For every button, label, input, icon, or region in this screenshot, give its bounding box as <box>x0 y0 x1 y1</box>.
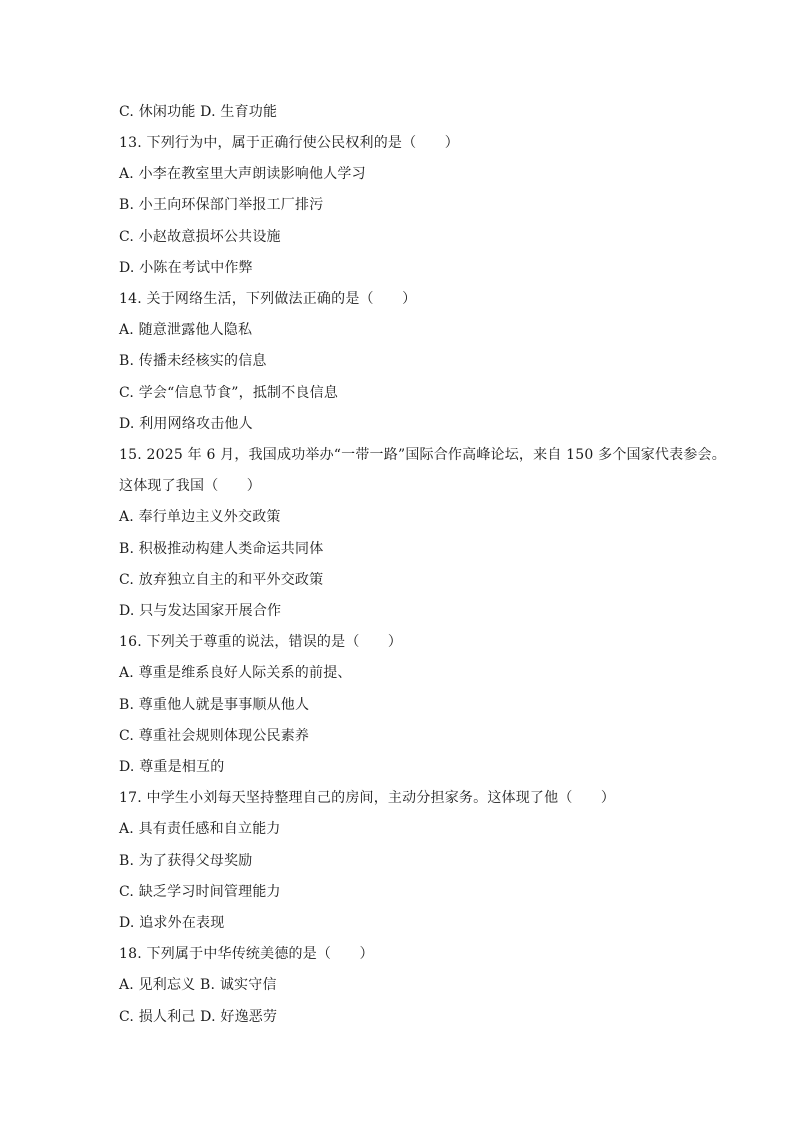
option-line: D. 追求外在表现 <box>119 915 225 931</box>
option-line: D. 只与发达国家开展合作 <box>119 603 282 619</box>
question-16: 16. 下列关于尊重的说法，错误的是（ ） <box>119 634 403 650</box>
option-line: A. 具有责任感和自立能力 <box>119 821 281 837</box>
option-line: C. 学会“信息节食”，抵制不良信息 <box>119 385 339 401</box>
option-line: A. 小李在教室里大声朗读影响他人学习 <box>119 166 366 182</box>
question-15-continuation: 这体现了我国（ ） <box>119 478 261 494</box>
option-line: C. 损人利己 D. 好逸恶劳 <box>119 1009 278 1025</box>
option-line: B. 积极推动构建人类命运共同体 <box>119 541 324 557</box>
option-line: A. 尊重是维系良好人际关系的前提、 <box>119 665 352 681</box>
option-line: B. 为了获得父母奖励 <box>119 853 253 869</box>
question-13: 13. 下列行为中，属于正确行使公民权利的是（ ） <box>119 135 459 151</box>
option-line: A. 见利忘义 B. 诚实守信 <box>119 977 277 993</box>
option-line: D. 小陈在考试中作弊 <box>119 260 253 276</box>
option-line: D. 利用网络攻击他人 <box>119 416 253 432</box>
option-line: C. 尊重社会规则体现公民素养 <box>119 728 310 744</box>
option-line: B. 尊重他人就是事事顺从他人 <box>119 697 310 713</box>
question-18: 18. 下列属于中华传统美德的是（ ） <box>119 946 374 962</box>
option-line: C. 缺乏学习时间管理能力 <box>119 884 281 900</box>
option-line: A. 奉行单边主义外交政策 <box>119 509 281 525</box>
option-line: B. 小王向环保部门举报工厂排污 <box>119 197 324 213</box>
question-15: 15. 2025 年 6 月，我国成功举办“一带一路”国际合作高峰论坛，来自 150 多个国家代表参会。 <box>119 447 726 463</box>
question-14: 14. 关于网络生活，下列做法正确的是（ ） <box>119 291 417 307</box>
option-line: A. 随意泄露他人隐私 <box>119 322 253 338</box>
option-line: B. 传播未经核实的信息 <box>119 353 267 369</box>
option-line: C. 放弃独立自主的和平外交政策 <box>119 572 324 588</box>
option-line: D. 尊重是相互的 <box>119 759 225 775</box>
option-line: C. 小赵故意损坏公共设施 <box>119 229 281 245</box>
question-17: 17. 中学生小刘每天坚持整理自己的房间，主动分担家务。这体现了他（ ） <box>119 790 616 806</box>
option-line: C. 休闲功能 D. 生育功能 <box>119 104 278 120</box>
